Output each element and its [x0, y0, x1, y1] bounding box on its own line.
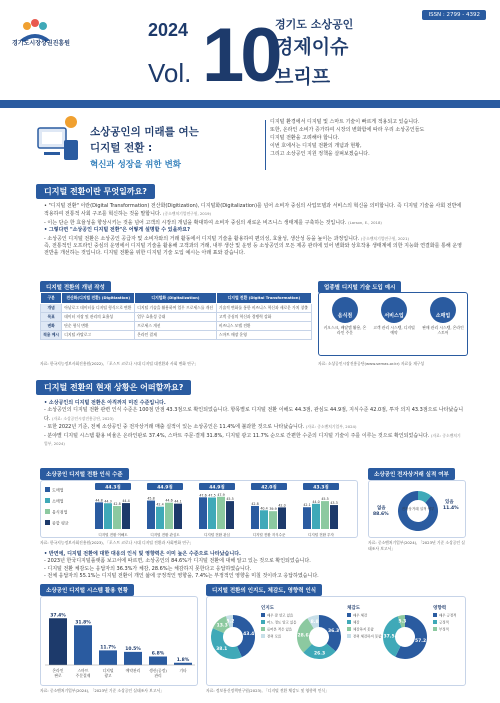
- bar: [321, 501, 329, 529]
- perception-source: 자료: 정보통신정책연구원(2023), 「디지털 전환 체감도 및 영향력 인식」: [206, 688, 329, 693]
- issue-vol: Vol.: [148, 58, 192, 88]
- ecommerce-chart-box: [368, 480, 466, 538]
- row-header: 개념: [41, 304, 62, 313]
- header-band: [0, 100, 500, 108]
- category-label: 온라인: [52, 668, 64, 673]
- slice-value-label: 8.8: [310, 620, 319, 626]
- bar-value-label: 42.0: [278, 503, 286, 508]
- case-name: 음식점: [337, 313, 353, 319]
- pie-title: 인지도: [261, 606, 275, 611]
- legend-swatch: [45, 520, 50, 525]
- table-cell: 프로세스 개선: [135, 322, 217, 331]
- bar-value-label: 6.8%: [151, 651, 165, 657]
- bar-value-label: 42.8: [113, 501, 121, 506]
- legend-label: 소매업: [52, 498, 64, 504]
- pie-title: 영향력: [433, 606, 447, 611]
- legend-label: 도매업: [52, 487, 64, 493]
- slice-value-label: 26.3: [313, 651, 326, 657]
- usage-label: 소상공인 디지털 시스템 활용 현황: [40, 584, 134, 596]
- bar: [165, 503, 173, 529]
- pie-title: 체감도: [347, 606, 361, 611]
- compare-label: 디지털 전환의 개념 작성: [40, 281, 111, 293]
- bar: [149, 657, 167, 666]
- bar-value-label: 42.4: [156, 502, 164, 507]
- para: • 반면에, 디지털 전환에 대한 대응의 인식 및 영향력은 이미 높은 수준으로 나타났습니다.: [44, 551, 241, 557]
- cover-intro: [270, 118, 490, 158]
- section3-body: [44, 551, 464, 581]
- bar-value-label: 37.4%: [50, 613, 66, 619]
- issn-badge: ISSN : 2799 - 4392: [422, 10, 486, 20]
- issue-year: 2024: [148, 20, 189, 40]
- category-label: 디지털 전환 지식수준: [252, 533, 286, 537]
- bar: [278, 507, 286, 529]
- cover-divider: [265, 120, 266, 170]
- awareness-chart: [41, 481, 359, 539]
- legend-label: 음식점업: [52, 509, 68, 515]
- legend-swatch: [347, 627, 351, 631]
- case-name: 서비스업: [384, 313, 404, 319]
- slice-value-label: 43.4: [243, 632, 255, 638]
- category-label: 생산(공정): [149, 668, 167, 673]
- bar-value-label: 42.1: [303, 503, 311, 508]
- legend-swatch: [261, 627, 265, 631]
- legend-label: 매우 긍정적: [439, 613, 457, 618]
- bar-value-label: 1.8%: [176, 657, 190, 663]
- category-label: 스마트: [77, 668, 89, 673]
- category-label: 예약관리: [125, 668, 141, 673]
- slice-value: 11.4%: [443, 506, 459, 511]
- table-header: 전산화(디지털 전환) (Digitization): [62, 293, 135, 304]
- para: - 전체 응답자의 55.1%는 디지털 전환이 개인 삶에 긍정적인 영향을, 7.4%는 부정적인 영향을 미칠 것이라고 응답하였습니다.: [44, 573, 319, 580]
- legend-swatch: [347, 613, 351, 617]
- bar: [217, 497, 225, 529]
- bar-value-label: 44.1: [174, 499, 182, 504]
- para-source: (자료: 소상공인시장진흥공단, 2023): [52, 415, 114, 421]
- bar: [49, 618, 67, 665]
- legend-swatch: [433, 627, 437, 631]
- legend-label: 들어본 적은 있음: [267, 627, 293, 632]
- bar: [251, 506, 259, 529]
- legend-swatch: [347, 634, 351, 638]
- para: - 이는 단순 한 효율성을 향상시키는 것을 넘어 고객의 시장의 개념을 확대하여 소비자 중심의 새로운 비즈니스 생태계를 구축하는 것입니다.: [44, 219, 347, 226]
- awareness-source: 자료: 한국지능정보사회진흥원(2023), 「포스트 코로나 시대 디지털 전환과 사회변화 연구」: [40, 540, 194, 545]
- section-heading: 디지털 전환이란 무엇일까요?: [36, 184, 155, 199]
- table-cell: 디지털 카탈로그: [62, 331, 135, 340]
- cover-title-line1: 소상공인의 미래를 여는: [90, 126, 199, 138]
- bar: [99, 650, 117, 665]
- issue-number: 10: [202, 13, 279, 98]
- perception-label: 디지털 전환의 인지도, 체감도, 영향력 인식: [206, 584, 322, 596]
- category-label: 디지털 전환 이해도: [98, 533, 128, 537]
- case-retail: [420, 297, 466, 335]
- bar-value-label: 44.0: [312, 499, 320, 504]
- cases-label: 업종별 디지털 기술 도입 예시: [318, 281, 401, 293]
- legend-swatch: [45, 498, 50, 503]
- legend-label: 어느 정도 알고 있음: [267, 620, 297, 625]
- legend-swatch: [261, 613, 265, 617]
- table-cell: 아날로그 데이터를 디지털 형식으로 변환: [62, 304, 135, 313]
- section-heading: 디지털 전환의 현재 상황은 어떠할까요?: [36, 380, 191, 395]
- category-label: 디지털 전환 관심: [204, 533, 230, 537]
- digital-illustration-icon: [34, 114, 84, 164]
- bar: [74, 625, 92, 665]
- group-total: 44.3점: [105, 485, 121, 491]
- compare-source: 자료: 한국지능정보사회진흥원(2022), 「포스트 코로나 시대 디지털 대전환과 사회 변화 연구」: [40, 361, 199, 366]
- table-row: [41, 331, 312, 340]
- legend-swatch: [433, 613, 437, 617]
- bar-value-label: 47.5: [208, 493, 216, 498]
- para-source: (자료: 중소벤처기업부, 2024): [44, 432, 461, 447]
- ecommerce-label: 소상공인 전자상거래 실적 여부: [368, 468, 455, 480]
- slice-value-label: 28.6: [297, 633, 309, 639]
- table-cell: 데이터 저장 및 관리의 효율성: [62, 313, 135, 322]
- table-cell: 단순 형식 변환: [62, 322, 135, 331]
- case-name: 소매업: [435, 313, 451, 319]
- table-cell: 기술적 변화를 통한 비즈니스 혁신과 새로운 가치 창출: [216, 304, 311, 313]
- para: - 소상공인 디지털 전환은 소상공인 공급자 및 소비자와의 거래 활동에서 디지털 기술을 활용하여 편의성, 효율성, 생산성 등을 높이는 과정입니다.: [44, 235, 360, 242]
- category-label: 디지털: [102, 668, 114, 673]
- retail-icon: [430, 297, 456, 323]
- case-restaurant: [322, 297, 368, 335]
- bar: [95, 502, 103, 529]
- slice-label: 있음: [445, 500, 454, 505]
- legend-swatch: [261, 634, 265, 638]
- para-source: (중소벤처기업연구원, 2019): [162, 211, 212, 217]
- group-total: 43.3점: [313, 485, 329, 491]
- slice-value-label: 57.2: [415, 639, 427, 645]
- case-text: 키오스크, 배달앱 활용, 온라인 주문: [323, 325, 367, 335]
- bar-value-label: 45.5: [226, 497, 234, 502]
- legend-label: 전혀 모름: [267, 634, 282, 639]
- para-source: (중소벤처기업연구원, 2021): [360, 235, 409, 241]
- bar-value-label: 10.5%: [125, 646, 141, 652]
- legend-swatch: [45, 487, 50, 492]
- group-total: 44.9점: [157, 485, 173, 491]
- bar-value-label: 44.8: [95, 498, 103, 503]
- legend-label: 전혀 체감하지 못함: [353, 634, 382, 639]
- legend-swatch: [433, 620, 437, 624]
- bar-value-label: 40.4: [260, 506, 268, 511]
- slice-value-label: 38.1: [216, 646, 228, 652]
- legend-swatch: [261, 620, 265, 624]
- para: 즉, 전통적인 오프라인 중심의 운영에서 디지털 기술을 활용해 고객과의 거래, 내부 생산 및 운영 등 소상공인의 모든 제공 관리에 있어 변화와 상호작용 생태계에 의한 지능화 연결화를 통해 운영 전반을 개선하는 것입니다. 디지털 전환을 위한 디지털 기술 도입 예시는 아래 표와 같습니다.: [44, 243, 463, 257]
- group-total: 42.0점: [261, 485, 277, 491]
- table-row: [41, 322, 312, 331]
- restaurant-icon: [332, 297, 358, 323]
- perception-chart-box: [206, 596, 466, 686]
- bar: [303, 507, 311, 529]
- legend-swatch: [347, 620, 351, 624]
- slice-value-label: 5.2: [226, 619, 235, 625]
- legend-label: 종합 평균: [52, 520, 69, 526]
- bar-value-label: 39.9: [269, 507, 277, 512]
- para: - 2023년 한국디지털플랫폼 보고서에 따르면, 소상공인의 84.6%가 디지털 전환에 대해 알고 있는 것으로 확인되었습니다.: [44, 558, 311, 565]
- bar-value-label: 45.5: [321, 497, 329, 502]
- ecommerce-source: 자료: 중소벤처기업부(2024), 「2023년 기준 소상공인 실태조사 보고서」: [368, 540, 465, 551]
- category-label: 기타: [179, 668, 187, 673]
- table-header: 디지털 전환 (Digital Transformation): [216, 293, 311, 304]
- para: • 소상공인의 디지털 전환은 아직까지 미진 수준입니다.: [44, 400, 166, 406]
- table-row: [41, 313, 312, 322]
- slice-value-label: 37.5: [383, 634, 395, 640]
- group-total: 44.9점: [209, 485, 225, 491]
- bar-value-label: 47.9: [217, 492, 225, 497]
- table-header: 디지털화 (Digitalization): [135, 293, 217, 304]
- pie-slice-no: [398, 491, 438, 531]
- bar-value-label: 11.7%: [100, 645, 116, 651]
- brief-org: 경기도 소상공인: [275, 18, 354, 31]
- table-cell: 온라인 결제: [135, 331, 217, 340]
- table-cell: 고객 중심의 혁신과 경쟁력 강화: [216, 313, 311, 322]
- table-cell: 비즈니스 모델 전환: [216, 322, 311, 331]
- legend-label: 부정적: [439, 627, 449, 632]
- legend-label: 체감: [353, 620, 360, 625]
- bar: [312, 504, 320, 529]
- para: - 분야별 디지털 시스템 활용 비율은 온라인판로 37.4%, 스마트 주문·결제 31.8%, 디지털 광고 11.7% 순으로 간편한 수준의 디지털 기술이 주를 이루는 것으로 확인되었습니다.: [44, 432, 430, 439]
- bar-value-label: 44.3: [104, 499, 112, 504]
- ecommerce-chart: [369, 481, 467, 539]
- table-header: 구분: [41, 293, 62, 304]
- bar-value-label: 44.6: [165, 498, 173, 503]
- para: - 디지털 전환 체감도는 응답자의 36.3%가 체감, 28.6%는 체감하지 못한다고 응답하였습니다.: [44, 565, 252, 572]
- section2-body: [44, 400, 464, 448]
- case-text: 고객 관리 시스템, 디지털 예약: [373, 325, 415, 335]
- org-name: 경기도시장상권진흥원: [12, 40, 70, 47]
- table-cell: 스마트 매장 운영: [216, 331, 311, 340]
- para: - 또한 2022년 기준, 전체 소상공인 중 전자상거래 매출 실적이 있는 소상공인은 11.4%에 불과한 것으로 나타났습니다.: [44, 424, 305, 431]
- category-label: 관리: [154, 673, 162, 678]
- intro-line: 디지털 전환을 고려해야 합니다.: [270, 135, 340, 141]
- bar-value-label: 43.3: [330, 501, 338, 506]
- category-label: 디지털 전환 투자: [308, 533, 334, 537]
- category-label: 광고: [104, 673, 112, 678]
- usage-source: 자료: 중소벤처기업부(2024), 「2023년 기준 소상공인 실태조사 보고서」: [40, 688, 164, 693]
- bar: [174, 663, 192, 665]
- section1-body: [44, 203, 464, 258]
- slice-label: 없음: [377, 506, 386, 511]
- table-cell: 디지털 기술을 활용하여 업무 프로세스를 개선: [135, 304, 217, 313]
- awareness-label: 소상공인 디지털 전환 인식 수준: [40, 468, 129, 480]
- slice-value-label: 5.3: [398, 619, 407, 625]
- legend-label: 체감하지 못함: [353, 627, 374, 632]
- brief-title-line2: 브리프: [275, 66, 331, 88]
- bar: [113, 506, 121, 529]
- bar-value-label: 42.8: [251, 501, 259, 506]
- usage-chart-box: [40, 596, 198, 686]
- para-source: (자료: 중소벤처기업부, 2024): [305, 424, 357, 430]
- cases-box: [318, 292, 468, 356]
- case-text: 판매 관리 시스템, 온라인 스토어: [422, 325, 464, 335]
- slice-value: 88.6%: [373, 512, 389, 517]
- legend-label: 매우 체감: [353, 613, 368, 618]
- bar: [147, 501, 155, 529]
- bar: [330, 505, 338, 529]
- legend-label: 매우 잘 알고 있음: [267, 613, 294, 618]
- bar-value-label: 47.6: [199, 493, 207, 498]
- compare-table: [40, 292, 312, 340]
- bar-value-label: 45.8: [147, 496, 155, 501]
- row-header: 적용 예시: [41, 331, 62, 340]
- para: • "디지털 전환" 이란(Digital Transformation) 전산화(Digitization), 디지털화(Digitalization)를 넘어 소비자 중심의 사업모델과 서비스의 혁신을 의미합니다. 즉 디지털 기술을 사회 전반에 적용하여 전통적 사회 구조를 혁신하는 것을 말합니다.: [44, 203, 462, 218]
- intro-line: 그리고 소상공인 지원 정책을 살펴보겠습니다.: [270, 151, 370, 157]
- brief-title-line1: 경제이슈: [275, 36, 349, 58]
- row-header: 목표: [41, 313, 62, 322]
- cover-title-line2: 디지털 전환 :: [90, 142, 153, 154]
- slice-value-label: 13.3: [216, 623, 228, 629]
- bar: [208, 498, 216, 530]
- bar: [260, 510, 268, 529]
- category-label: 판로: [54, 673, 62, 678]
- intro-line: 디지털 환경에서 디지털 및 스마트 기술이 빠르게 적용되고 있습니다.: [270, 119, 420, 125]
- table-cell: 업무 효율성 증대: [135, 313, 217, 322]
- bar: [226, 501, 234, 529]
- usage-chart: [41, 597, 199, 687]
- question: • 그렇다면 "소상공인 디지털 전환"은 어떻게 설명할 수 있을까요?: [44, 227, 190, 234]
- category-label: 주문결제: [75, 673, 91, 678]
- intro-line: 이번 호에서는 디지털 전환의 개념과 현황,: [270, 143, 362, 149]
- bar: [199, 497, 207, 529]
- bar: [122, 503, 130, 529]
- para: - 소상공인의 디지털 전환 관련 인식 수준은 100점 만점 43.3점으로 확인되었습니다. 항목별로 디지털 전환 이해도 44.3점, 관심도 44.9점, 지식수준 42.0점, 투자 의지 43.3점으로 나타났습니다.: [44, 407, 464, 422]
- bar: [124, 652, 142, 665]
- cases-source: 자료: 소상공인시장진흥공단(www.semas.or.kr) 자료를 재구성: [318, 361, 425, 366]
- bar: [269, 511, 277, 529]
- intro-line: 또한, 온라인 소비가 증가하여 시장의 변화함에 따라 우리 소상공인들도: [270, 127, 425, 133]
- slice-value-label: 36.3: [327, 628, 340, 634]
- bar: [104, 503, 112, 529]
- donut-center-label: 전자상거래 실적 여부: [401, 507, 435, 511]
- cover-subtitle: 혁신과 성장을 위한 변화: [90, 160, 181, 170]
- case-service: [371, 297, 417, 335]
- bar: [156, 507, 164, 529]
- legend-label: 긍정적: [439, 620, 449, 625]
- category-label: 디지털 전환 관심도: [150, 533, 180, 537]
- org-logo-icon: [10, 14, 60, 54]
- perception-chart: [207, 597, 467, 687]
- bar: [174, 504, 182, 529]
- bar-value-label: 44.4: [122, 499, 130, 504]
- pie-slice: [211, 628, 242, 659]
- para-source: (Larson, E., 2018): [348, 219, 382, 225]
- row-header: 변화: [41, 322, 62, 331]
- legend-swatch: [45, 509, 50, 514]
- table-row: [41, 304, 312, 313]
- service-icon: [381, 297, 407, 323]
- awareness-chart-box: [40, 480, 358, 538]
- bar-value-label: 31.8%: [75, 620, 91, 626]
